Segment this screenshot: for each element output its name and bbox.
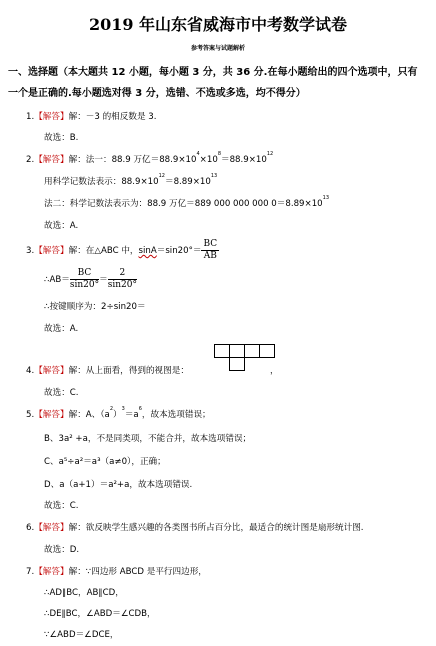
q3-sin-text: sinA — [138, 246, 157, 256]
q6-tag: 【解答】 — [34, 523, 69, 533]
q4-conclusion: 故选：C. — [44, 388, 79, 398]
q5-number: 5. — [26, 410, 35, 420]
q2-number: 2. — [26, 155, 35, 165]
q3-fraction-bc-ab — [201, 239, 219, 262]
q2-text-b: ×10 — [199, 155, 218, 165]
q3-tag: 【解答】 — [34, 246, 69, 256]
q7-line2: ∴AD∥BC，AB∥CD， — [44, 588, 124, 598]
q2-line2 — [44, 175, 217, 187]
top-view-cell — [214, 344, 230, 358]
q6-body: 解：欲反映学生感兴趣的各类图书所占百分比，最适合的统计图是扇形统计图. — [68, 523, 364, 533]
q7-tag: 【解答】 — [34, 567, 69, 577]
q4-tail: ， — [270, 366, 279, 376]
q2-l3-exp: 13 — [322, 195, 330, 201]
q5-text-c: ＝a — [124, 410, 139, 420]
q2-conclusion: 故选：A. — [44, 221, 79, 231]
q3-text-b: ＝sin20°＝ — [156, 246, 202, 256]
q5-line1 — [26, 408, 211, 420]
q6-number: 6. — [26, 523, 35, 533]
q3-fraction-2-sin — [108, 268, 137, 291]
q3-line1 — [26, 239, 219, 262]
q5-text-b: ） — [113, 410, 122, 420]
section-heading-line1: 一、选择题（本大题共 12 小题，每小题 3 分，共 36 分.在每小题给出的四个选项中，只有 — [8, 67, 418, 78]
q3-f1-numerator: BC — [203, 239, 218, 249]
q4-body: 解：从上面看，得到的视图是： — [68, 366, 189, 376]
q1-conclusion: 故选：B. — [44, 133, 79, 143]
q1-line — [26, 110, 156, 122]
q6-conclusion: 故选：D. — [44, 545, 80, 555]
q2-text-a: 解：法一：88.9 万亿＝88.9×10 — [68, 155, 197, 165]
q2-exp1: 4 — [196, 151, 200, 157]
q1-number: 1. — [26, 112, 35, 122]
q3-line2 — [44, 268, 137, 291]
top-view-cell — [229, 344, 245, 358]
q7-number: 7. — [26, 567, 35, 577]
q5-exp2: 3 — [121, 406, 125, 412]
q3-number: 3. — [26, 246, 35, 256]
top-view-cell — [229, 357, 245, 371]
q2-text-c: ＝88.9×10 — [221, 155, 267, 165]
q4-number: 4. — [26, 366, 35, 376]
q2-l2-exp2: 13 — [210, 173, 218, 179]
q3-f1-denominator: AB — [203, 251, 217, 261]
page-title: 2019 年山东省威海市中考数学试卷 — [88, 15, 348, 34]
top-view-cell — [259, 344, 275, 358]
q5-exp3: 6 — [138, 406, 142, 412]
q7-body: 解：∵四边形 ABCD 是平行四边形， — [68, 567, 207, 577]
q7-line3: ∴DE∥BC，∠ABD＝∠CDB， — [44, 609, 156, 619]
q1-body: 解：－3 的相反数是 3. — [68, 112, 157, 122]
q3-f3-numerator: 2 — [108, 268, 137, 280]
q4-tag: 【解答】 — [34, 366, 69, 376]
q3-f2-denominator: sin20° — [69, 280, 100, 290]
top-view-cell — [244, 344, 260, 358]
q2-exp2: 8 — [217, 151, 221, 157]
q3-conclusion: 故选：A. — [44, 324, 79, 334]
q2-l2-exp1: 12 — [158, 173, 165, 179]
q4-line1 — [26, 364, 189, 376]
q2-l2-text-a: 用科学记数法表示：88.9×10 — [44, 177, 159, 187]
section-heading-line2: 一个是正确的.每小题选对得 3 分，选错、不选或多选，均不得分） — [8, 88, 306, 99]
q5-line2: B、3a² +a，不是同类项，不能合并，故本选项错误； — [44, 434, 252, 444]
q2-tag: 【解答】 — [34, 155, 69, 165]
q3-f2-numerator: BC — [70, 268, 99, 280]
q2-l3-text: 法二：科学记数法表示为：88.9 万亿＝889 000 000 000 0＝8.89×10 — [44, 199, 323, 209]
q5-line3: C、a⁵÷a²＝a³（a≠0），正确； — [44, 457, 166, 467]
q2-line1 — [26, 153, 273, 165]
q2-line3 — [44, 197, 329, 209]
q3-text-a: 解：在△ABC 中， — [68, 246, 139, 256]
q7-line1 — [26, 565, 207, 577]
q5-text-a: 解：A、（a — [68, 410, 110, 420]
q2-exp3: 12 — [266, 151, 274, 157]
q5-line4: D、a（a+1）＝a²+a，故本选项错误. — [44, 480, 193, 490]
q3-l2-pre: ∴AB＝ — [44, 275, 70, 285]
q6-line1 — [26, 521, 364, 533]
q3-f3-denominator: sin20° — [107, 280, 137, 290]
q5-conclusion: 故选：C. — [44, 501, 79, 511]
q5-text-d: ，故本选项错误； — [141, 410, 211, 420]
q1-tag: 【解答】 — [34, 112, 69, 122]
q5-tag: 【解答】 — [34, 410, 69, 420]
q5-exp1: 2 — [109, 406, 114, 412]
q3-line3: ∴按键顺序为：2÷sin20＝ — [44, 302, 146, 312]
page-subtitle: 参考答案与试题解析 — [190, 45, 245, 52]
top-view-figure — [214, 344, 274, 372]
q3-fraction-bc-sin — [70, 268, 99, 291]
q7-line4: ∵∠ABD＝∠DCE， — [44, 630, 119, 640]
q2-l2-text-b: ＝8.89×10 — [165, 177, 211, 187]
q3-l2-mid: ＝ — [99, 275, 108, 285]
